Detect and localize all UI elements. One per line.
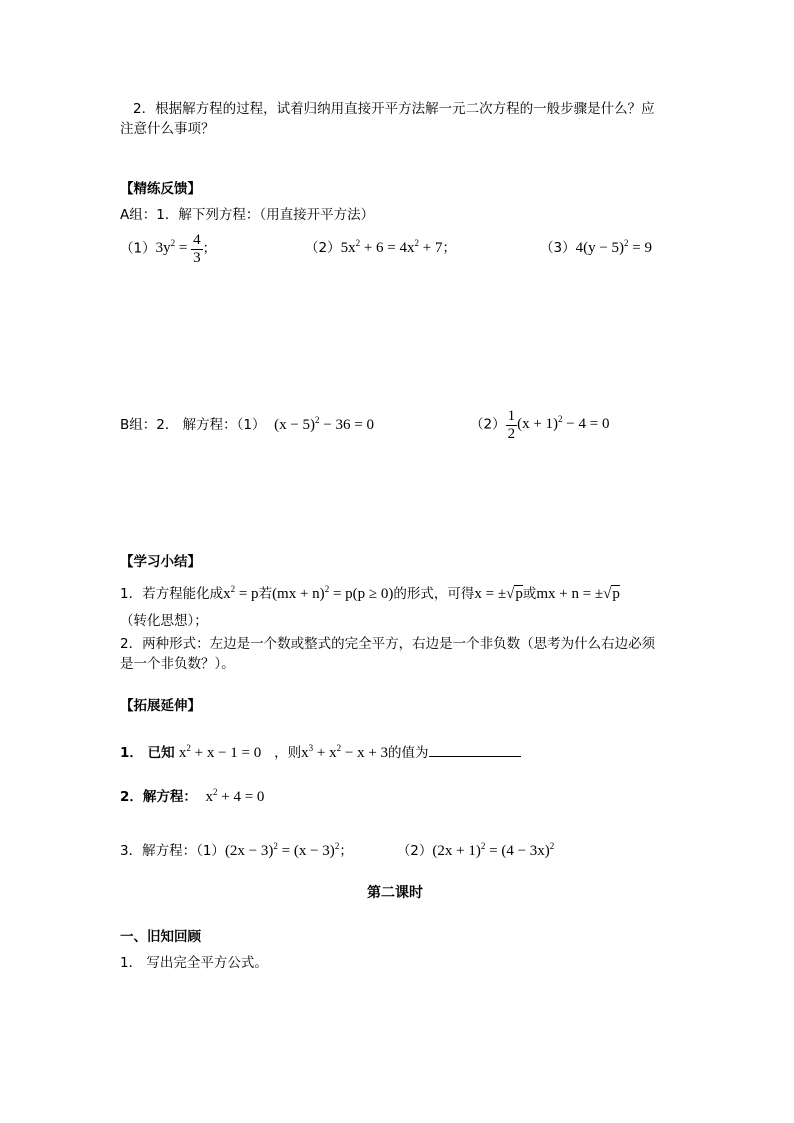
extension-heading: 【拓展延伸】: [120, 698, 201, 714]
semicolon: ；: [202, 240, 217, 257]
practice-heading: 【精练反馈】: [120, 181, 201, 197]
extension-q1: 1． 已知 $x^2 + x - 1 = 0$ ，则$x^3 + x^2 - x + 3$的值为: [120, 742, 521, 765]
section-review-heading: 一、旧知回顾: [120, 929, 201, 945]
problem-b2-equation: $\frac{1}{2}$ $(x + 1)^2 - 4 = 0$: [507, 408, 610, 442]
problem-a3: [540, 237, 652, 260]
problem-a1-label: （1）: [120, 240, 156, 257]
semicolon: ；: [442, 240, 456, 256]
lesson-2-title: 第二课时: [367, 885, 423, 901]
problem-a3-equation: $4(y - 5)^2 = 9$: [575, 238, 653, 256]
group-a-instruction: A组：1．解下列方程：（用直接开平方法）: [120, 207, 375, 223]
problem-b1-equation: $(x - 5)^2 - 36 = 0$: [274, 415, 374, 433]
problem-b1: [120, 414, 374, 437]
question-2-line-2: 注意什么事项？: [120, 121, 215, 137]
summary-item-1: 1．若方程能化成$x^2 = p$若(mx + n)$^2$ = p(p ≥ 0)的形式，可得x = ±√p或mx + n = ±√p: [120, 584, 620, 602]
problem-a2: [305, 237, 456, 260]
extension-q2: 2．解方程： $x^2 + 4 = 0$: [120, 787, 265, 805]
extension-q3: 3．解方程：$(1)(2x - 3)^2 = (x - 3)^2$； $(2)(2x + 1)^2 = (4 - 3x)^2$: [120, 841, 555, 859]
problem-a2-label: （2）: [305, 240, 341, 256]
review-item-1: 1． 写出完全平方公式。: [120, 955, 268, 971]
problem-b2: [470, 408, 609, 442]
problem-a2-equation: $5x^2 + 6 = 4x^2 + 7$: [340, 238, 443, 256]
summary-item-1-note: （转化思想）；: [120, 613, 208, 629]
problem-b2-label: （2）: [470, 416, 506, 433]
problem-a1-equation: $3y^2$ = $\frac{4}{3}$: [155, 232, 201, 266]
problem-a1: [120, 232, 216, 266]
group-b-instruction: B组：2． 解方程：（1）: [120, 417, 266, 433]
answer-blank[interactable]: [429, 742, 521, 757]
question-2-line-1: 2．根据解方程的过程，试着归纳用直接开平方法解一元二次方程的一般步骤是什么？应: [133, 101, 655, 117]
summary-heading: 【学习小结】: [120, 554, 201, 570]
summary-item-2-line-1: 2．两种形式：左边是一个数或整式的完全平方，右边是一个非负数（思考为什么右边必须: [120, 636, 656, 652]
summary-item-2-line-2: 是一个非负数？）。: [120, 656, 235, 672]
problem-a3-label: （3）: [540, 240, 576, 256]
